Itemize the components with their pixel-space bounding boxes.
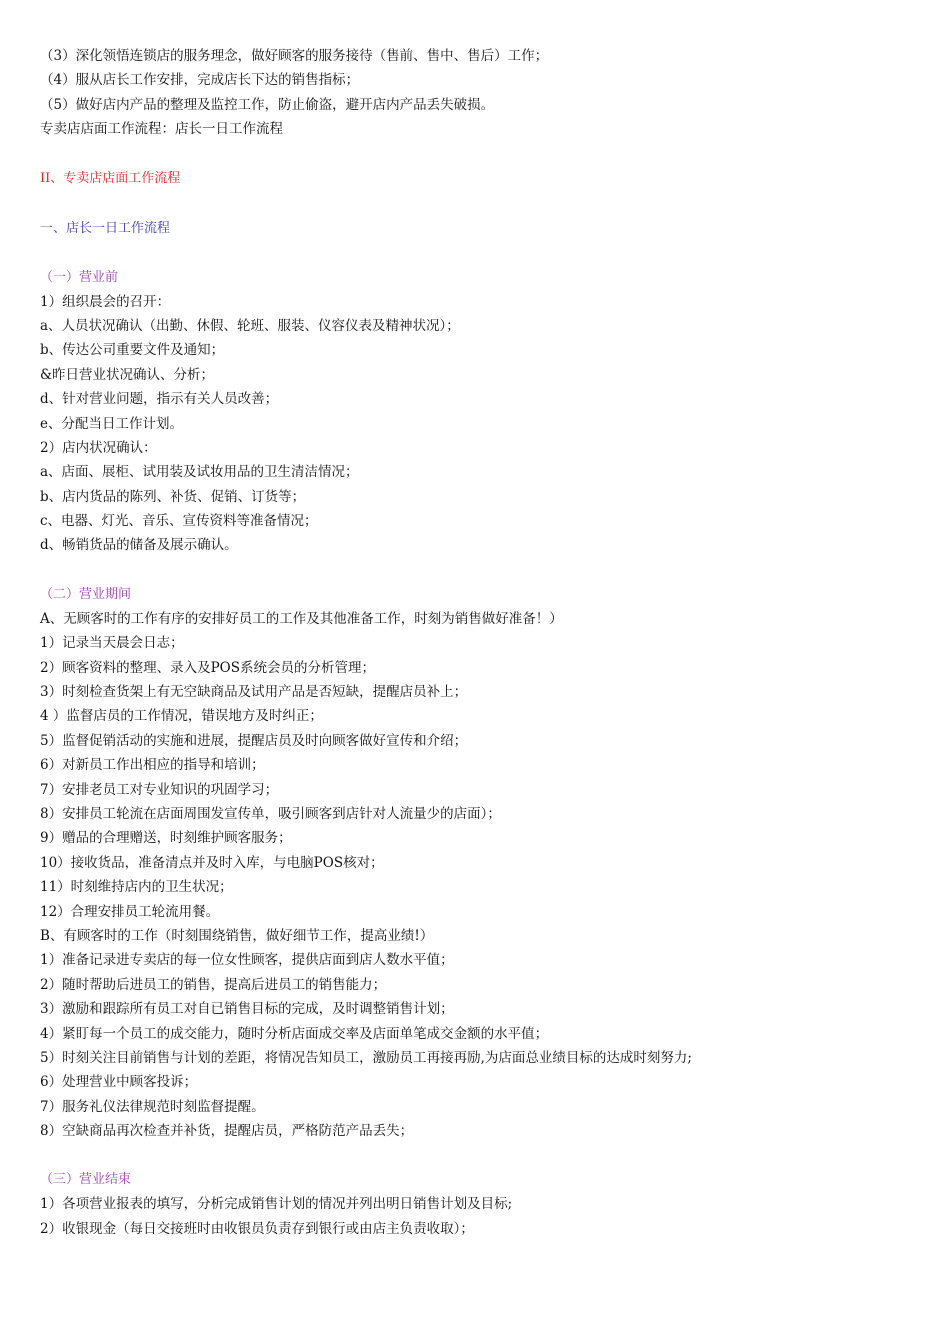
list-item: 4 ）监督店员的工作情况，错误地方及时纠正； (40, 708, 323, 725)
list-item: 9）赠品的合理赠送，时刻维护顾客服务； (40, 830, 292, 847)
list-item: 5）监督促销活动的实施和进展，提醒店员及时向顾客做好宣传和介绍； (40, 732, 468, 749)
list-item: B、有顾客时的工作（时刻围绕销售，做好细节工作，提高业绩!） (40, 927, 434, 944)
section-heading: II、专卖店店面工作流程 (40, 170, 181, 186)
intro-line: 专卖店店面工作流程：店长一日工作流程 (40, 121, 283, 138)
list-item: 7）服务礼仪法律规范时刻监督提醒。 (40, 1098, 265, 1115)
list-item: 10）接收货品，准备清点并及时入库，与电脑POS核对； (40, 854, 384, 871)
phase-heading-during: （二）营业期间 (40, 586, 132, 602)
intro-line: （4）服从店长工作安排，完成店长下达的销售指标； (40, 72, 360, 89)
intro-block (40, 44, 920, 142)
list-item: 6）对新员工作出相应的指导和培训； (40, 757, 265, 774)
list-item: e、分配当日工作计划。 (40, 415, 183, 432)
list-item: d、畅销货品的储备及展示确认。 (40, 537, 238, 554)
list-item: 1）记录当天晨会日志； (40, 635, 184, 652)
list-item: 2）顾客资料的整理、录入及POS系统会员的分析管理； (40, 659, 375, 676)
list-item: 3）激励和跟踪所有员工对自已销售目标的完成，及时调整销售计划； (40, 1001, 454, 1018)
before-business-section (40, 266, 920, 558)
phase-heading-before: （一）营业前 (40, 269, 119, 285)
list-item: 6）处理营业中顾客投诉； (40, 1074, 198, 1091)
list-item: 2）随时帮助后进员工的销售，提高后进员工的销售能力； (40, 976, 387, 993)
phase-heading-after: （三）营业结束 (40, 1172, 132, 1188)
list-item: b、传达公司重要文件及通知； (40, 342, 225, 359)
intro-line: （3）深化领悟连锁店的服务理念，做好顾客的服务接待（售前、售中、售后）工作； (40, 48, 549, 64)
list-item: a、人员状况确认（出勤、休假、轮班、服装、仪容仪表及精神状况）； (40, 317, 460, 334)
list-item: 12）合理安排员工轮流用餐。 (40, 903, 220, 920)
list-item: 8）安排员工轮流在店面周围发宣传单，吸引顾客到店针对人流量少的店面）； (40, 805, 501, 822)
list-item: 1）各项营业报表的填写，分析完成销售计划的情况并列出明日销售计划及目标; (40, 1196, 513, 1213)
list-item: 11）时刻维持店内的卫生状况； (40, 879, 233, 896)
list-item: 1）准备记录进专卖店的每一位女性顾客，提供店面到店人数水平值； (40, 952, 454, 969)
list-item: A、无顾客时的工作有序的安排好员工的工作及其他准备工作，时刻为销售做好准备！） (40, 610, 563, 627)
list-item: d、针对营业问题，指示有关人员改善； (40, 391, 279, 408)
list-item: &昨日营业状况确认、分析； (40, 366, 215, 383)
list-item: 8）空缺商品再次检查并补货，提醒店员，严格防范产品丢失； (40, 1123, 414, 1140)
list-item: 4）紧盯每一个员工的成交能力，随时分析店面成交率及店面单笔成交金额的水平值； (40, 1025, 549, 1042)
intro-line: （5）做好店内产品的整理及监控工作，防止偷盗，避开店内产品丢失破损。 (40, 96, 495, 113)
list-item: 5）时刻关注目前销售与计划的差距，将情况告知员工，激励员工再接再励,为店面总业绩目标的达成时刻努力; (40, 1049, 692, 1066)
list-item: 2）收银现金（每日交接班时由收银员负责存到银行或由店主负责收取）； (40, 1220, 474, 1237)
list-item: 1）组织晨会的召开： (40, 293, 171, 310)
list-item: 3）时刻检查货架上有无空缺商品及试用产品是否短缺，提醒店员补上； (40, 684, 468, 701)
sub-heading: 一、店长一日工作流程 (40, 220, 171, 236)
after-business-section (40, 1168, 920, 1241)
list-item: c、电器、灯光、音乐、宣传资料等准备情况； (40, 513, 318, 530)
document-page (40, 44, 920, 1241)
list-item: 2）店内状况确认： (40, 439, 157, 456)
list-item: b、店内货品的陈列、补货、促销、订货等； (40, 488, 306, 505)
list-item: a、店面、展柜、试用装及试妆用品的卫生清洁情况； (40, 464, 359, 481)
during-business-section (40, 583, 920, 1144)
list-item: 7）安排老员工对专业知识的巩固学习； (40, 781, 279, 798)
